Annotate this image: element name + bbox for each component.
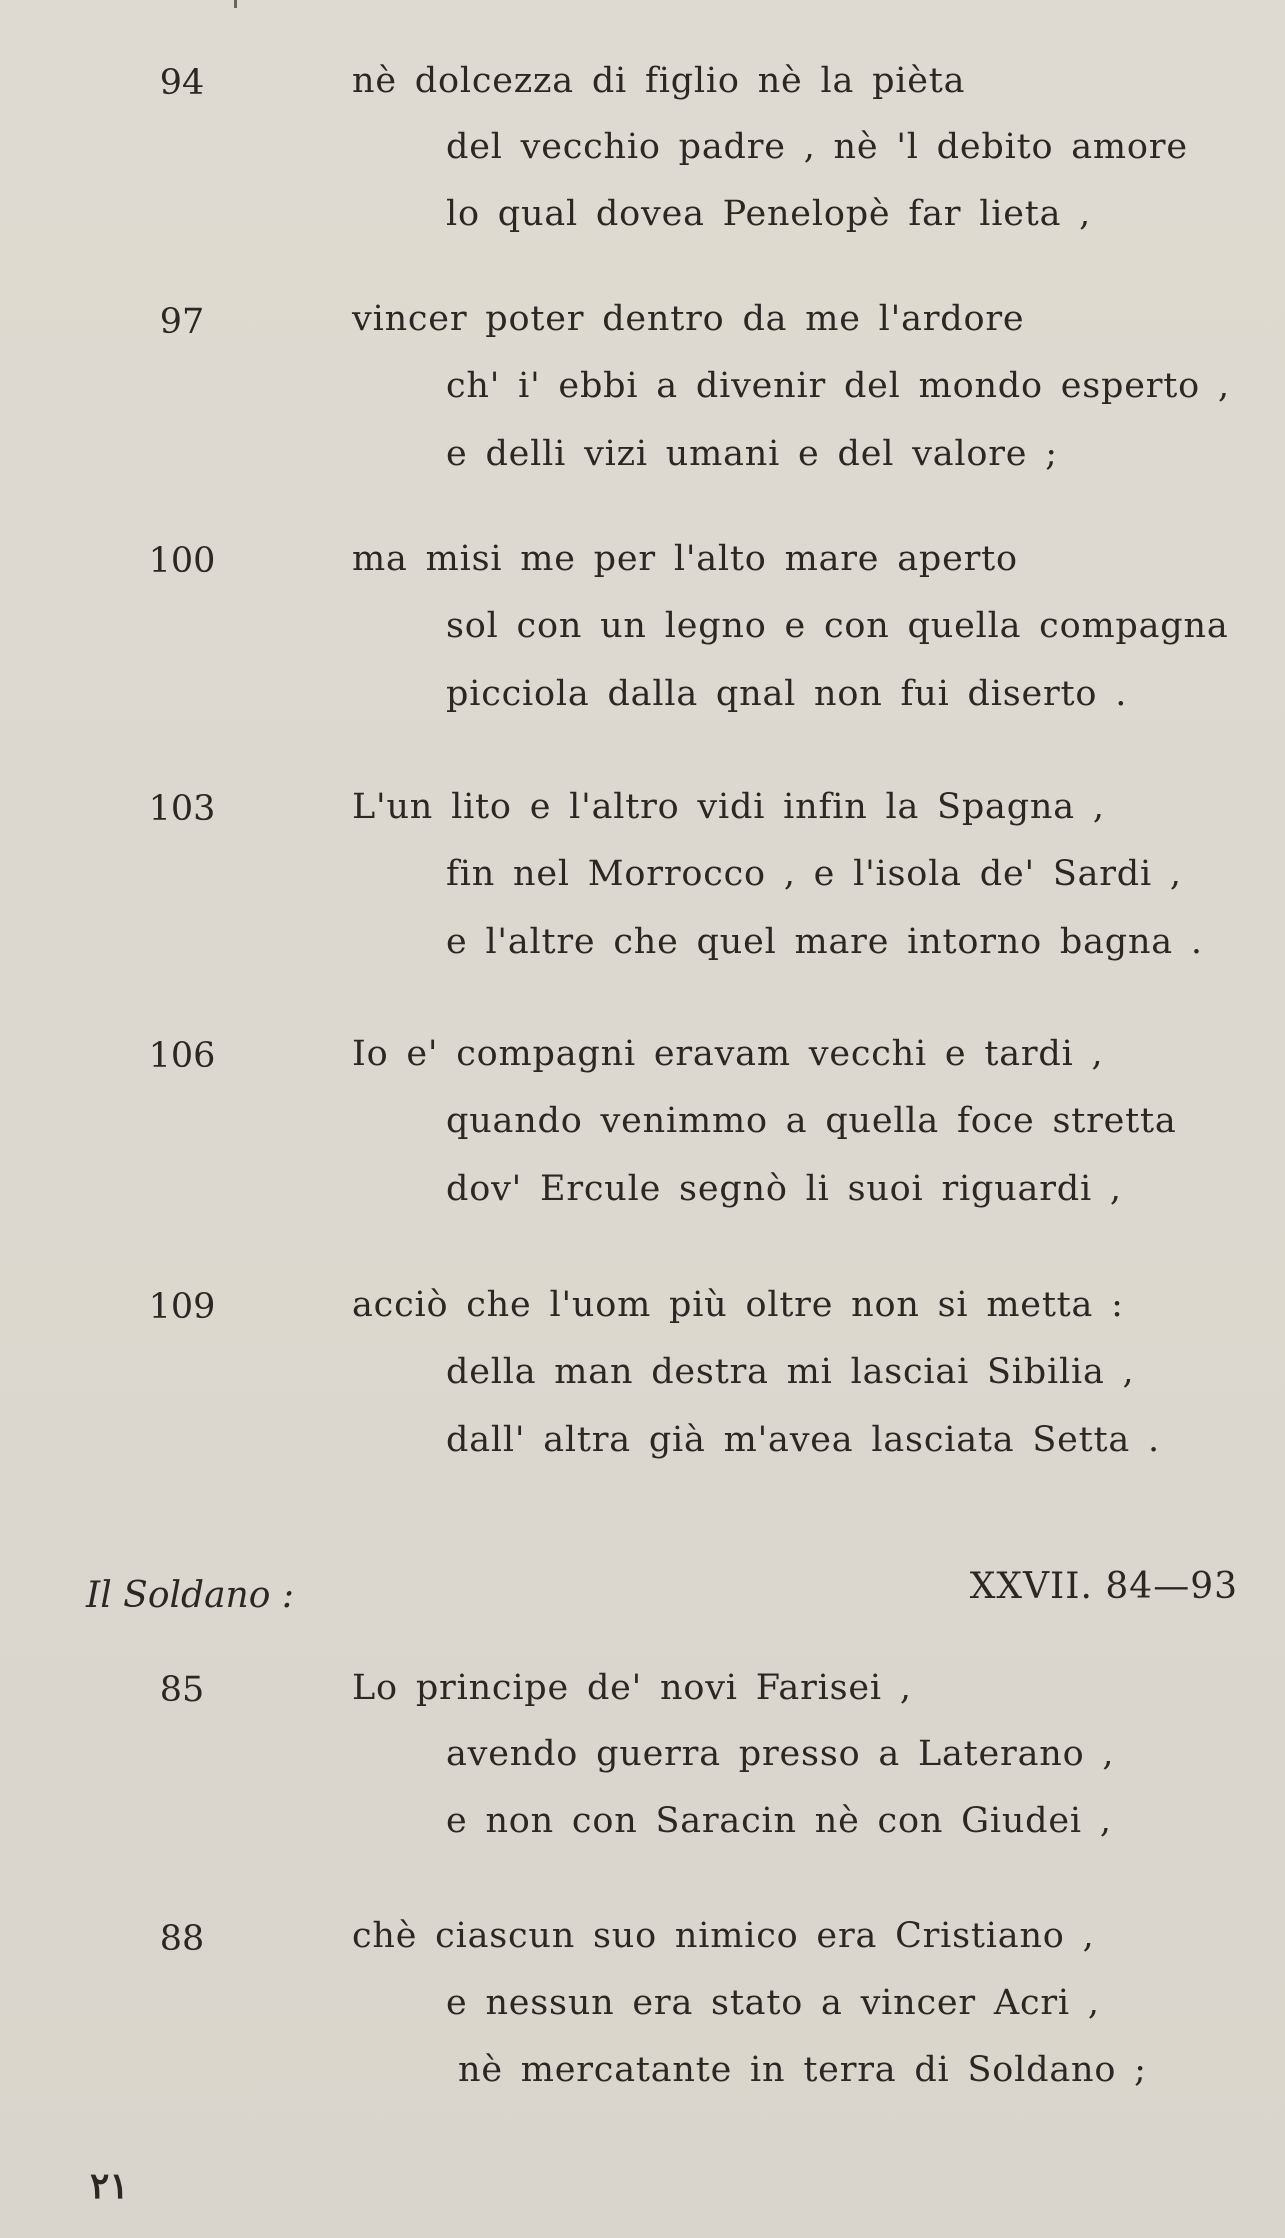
verse-line: L'un lito e l'altro vidi infin la Spagna , [352,787,1105,827]
verse-line: chè ciascun suo nimico era Cristiano , [352,1916,1095,1956]
canto-reference: XXVII. 84—93 [969,1566,1238,1607]
page-number: ٢١ [90,2165,129,2207]
verse-line: quando venimmo a quella foce stretta [446,1101,1177,1141]
verse-line: lo qual dovea Penelopè far lieta , [446,194,1092,234]
line-number: 85 [159,1670,205,1710]
verse-line: e delli vizi umani e del valore ; [446,434,1058,474]
verse-line: nè mercatante in terra di Soldano ; [458,2050,1147,2090]
speaker-label: Il Soldano : [86,1575,294,1616]
verse-line: Io e' compagni eravam vecchi e tardi , [352,1034,1104,1074]
top-edge-mark [234,0,237,8]
verse-line: della man destra mi lasciai Sibilia , [446,1352,1135,1392]
verse-line: picciola dalla qnal non fui diserto . [446,674,1128,714]
verse-line: ch' i' ebbi a divenir del mondo esperto , [446,366,1230,406]
line-number: 109 [148,1287,216,1327]
verse-line: avendo guerra presso a Laterano , [446,1734,1115,1774]
verse-line: e non con Saracin nè con Giudei , [446,1801,1112,1841]
line-number: 100 [148,541,216,581]
line-number: 88 [159,1919,205,1959]
verse-line: del vecchio padre , nè 'l debito amore [446,127,1188,167]
verse-line: acciò che l'uom più oltre non si metta : [352,1285,1124,1325]
verse-line: dall' altra già m'avea lasciata Setta . [446,1420,1160,1460]
line-number: 97 [159,302,205,342]
verse-line: sol con un legno e con quella compagna [446,606,1229,646]
verse-line: vincer poter dentro da me l'ardore [352,299,1025,339]
verse-line: nè dolcezza di figlio nè la pièta [352,61,966,101]
verse-line: ma misi me per l'alto mare aperto [352,539,1018,579]
line-number: 103 [148,789,216,829]
verse-line: fin nel Morrocco , e l'isola de' Sardi , [446,854,1182,894]
line-number: 106 [148,1036,216,1076]
verse-line: e l'altre che quel mare intorno bagna . [446,922,1203,962]
line-number: 94 [159,63,205,103]
verse-line: Lo principe de' novi Farisei , [352,1668,912,1708]
verse-line: e nessun era stato a vincer Acri , [446,1983,1100,2023]
verse-line: dov' Ercule segnò li suoi riguardi , [446,1169,1122,1209]
